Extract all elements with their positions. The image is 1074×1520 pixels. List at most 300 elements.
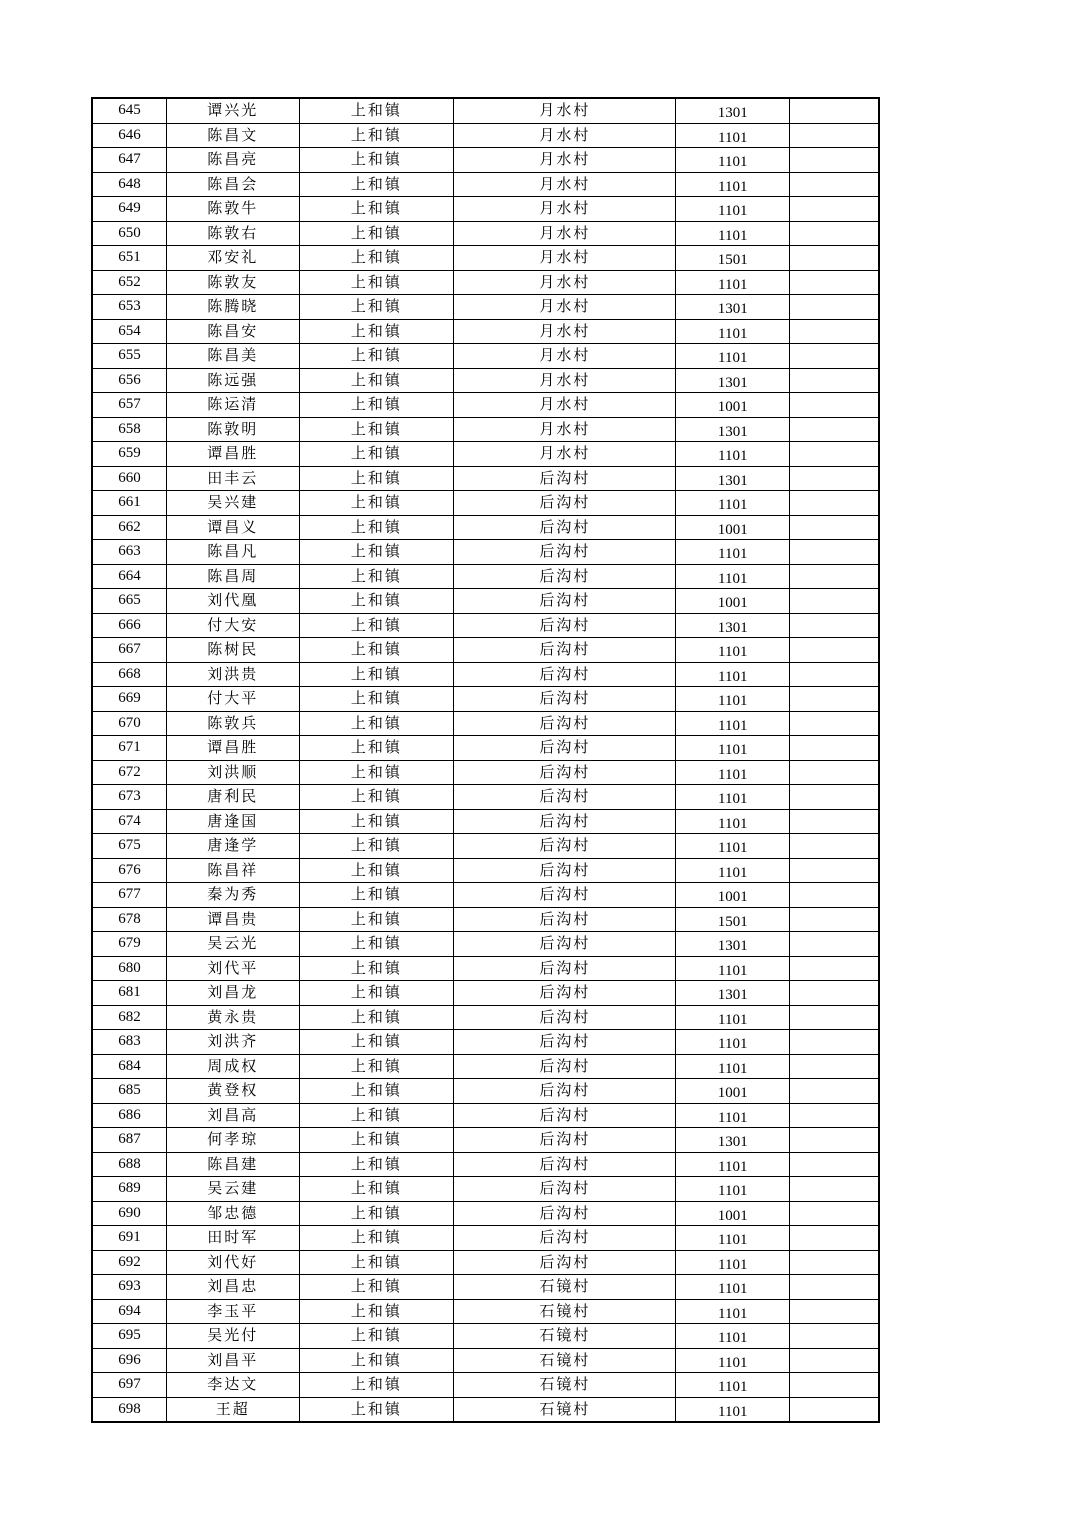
code-text: 1001: [717, 1085, 748, 1102]
code-cell: [676, 344, 790, 369]
row-number-cell: 692: [92, 1250, 166, 1275]
table-row: [92, 197, 879, 222]
note-cell: [790, 760, 879, 785]
person-name-cell: 陈远强: [166, 368, 299, 393]
code-text: 1101: [718, 178, 748, 195]
table-row: [92, 1079, 879, 1104]
code-cell: [676, 368, 790, 393]
row-number-cell: 658: [92, 417, 166, 442]
person-name-cell: 吴云光: [166, 932, 299, 957]
code-text: 1001: [717, 521, 748, 538]
person-name-cell: 刘代凰: [166, 589, 299, 614]
person-name-cell: 陈昌亮: [166, 148, 299, 173]
person-name-cell: 谭昌贵: [166, 907, 299, 932]
row-number-cell: 697: [92, 1373, 166, 1398]
row-number-cell: 663: [92, 540, 166, 565]
note-cell: [790, 1226, 879, 1251]
row-number-cell: 667: [92, 638, 166, 663]
person-name-cell: 周成权: [166, 1054, 299, 1079]
note-cell: [790, 319, 879, 344]
code-cell: [676, 1250, 790, 1275]
row-number-cell: 654: [92, 319, 166, 344]
village-cell: 后沟村: [454, 1079, 676, 1104]
code-text: 1101: [718, 1403, 748, 1420]
row-number-cell: 679: [92, 932, 166, 957]
person-name-cell: 李达文: [166, 1373, 299, 1398]
note-cell: [790, 123, 879, 148]
table-row: [92, 123, 879, 148]
row-number-cell: 665: [92, 589, 166, 614]
village-cell: 后沟村: [454, 736, 676, 761]
code-cell: [676, 1348, 790, 1373]
table-row: [92, 221, 879, 246]
row-number-cell: 684: [92, 1054, 166, 1079]
code-cell: [676, 687, 790, 712]
code-text: 1501: [717, 913, 748, 930]
person-name-cell: 陈敦牛: [166, 197, 299, 222]
town-cell: 上和镇: [299, 1275, 454, 1300]
table-row: [92, 736, 879, 761]
row-number-cell: 657: [92, 393, 166, 418]
row-number-cell: 682: [92, 1005, 166, 1030]
code-cell: [676, 1324, 790, 1349]
note-cell: [790, 981, 879, 1006]
code-text: 1101: [718, 1011, 748, 1028]
table-row: [92, 172, 879, 197]
row-number-cell: 660: [92, 466, 166, 491]
code-text: 1101: [718, 325, 748, 342]
person-name-cell: 田丰云: [166, 466, 299, 491]
town-cell: 上和镇: [299, 1152, 454, 1177]
row-number-cell: 656: [92, 368, 166, 393]
table-row: [92, 785, 879, 810]
town-cell: 上和镇: [299, 809, 454, 834]
village-cell: 石镜村: [454, 1299, 676, 1324]
table-row: [92, 858, 879, 883]
person-name-cell: 陈昌建: [166, 1152, 299, 1177]
code-text: 1301: [717, 374, 748, 391]
code-cell: [676, 1177, 790, 1202]
code-text: 1101: [718, 129, 748, 146]
note-cell: [790, 197, 879, 222]
town-cell: 上和镇: [299, 1348, 454, 1373]
table-row: [92, 1373, 879, 1398]
village-cell: 后沟村: [454, 1005, 676, 1030]
person-name-cell: 刘洪贵: [166, 662, 299, 687]
table-row: [92, 1005, 879, 1030]
code-cell: [676, 246, 790, 271]
village-cell: 石镜村: [454, 1373, 676, 1398]
town-cell: 上和镇: [299, 589, 454, 614]
person-name-cell: 李玉平: [166, 1299, 299, 1324]
row-number-cell: 662: [92, 515, 166, 540]
code-cell: [676, 711, 790, 736]
town-cell: 上和镇: [299, 956, 454, 981]
table-row: [92, 1226, 879, 1251]
village-cell: 石镜村: [454, 1348, 676, 1373]
row-number-cell: 696: [92, 1348, 166, 1373]
table-row: [92, 1103, 879, 1128]
note-cell: [790, 246, 879, 271]
town-cell: 上和镇: [299, 1054, 454, 1079]
town-cell: 上和镇: [299, 515, 454, 540]
village-cell: 后沟村: [454, 858, 676, 883]
town-cell: 上和镇: [299, 123, 454, 148]
code-cell: [676, 295, 790, 320]
town-cell: 上和镇: [299, 564, 454, 589]
note-cell: [790, 1005, 879, 1030]
town-cell: 上和镇: [299, 662, 454, 687]
table-row: [92, 687, 879, 712]
code-text: 1101: [718, 717, 748, 734]
village-cell: 月水村: [454, 148, 676, 173]
village-cell: 后沟村: [454, 589, 676, 614]
table-row: [92, 1299, 879, 1324]
town-cell: 上和镇: [299, 638, 454, 663]
table-row: [92, 834, 879, 859]
row-number-cell: 681: [92, 981, 166, 1006]
village-cell: 后沟村: [454, 515, 676, 540]
town-cell: 上和镇: [299, 466, 454, 491]
code-cell: [676, 613, 790, 638]
code-cell: [676, 1397, 790, 1422]
code-text: 1101: [718, 693, 748, 710]
village-cell: 石镜村: [454, 1324, 676, 1349]
person-name-cell: 吴兴建: [166, 491, 299, 516]
town-cell: 上和镇: [299, 442, 454, 467]
town-cell: 上和镇: [299, 858, 454, 883]
code-text: 1001: [717, 1207, 748, 1224]
code-text: 1101: [718, 962, 748, 979]
village-cell: 后沟村: [454, 1177, 676, 1202]
person-name-cell: 刘洪顺: [166, 760, 299, 785]
row-number-cell: 675: [92, 834, 166, 859]
table-row: [92, 1030, 879, 1055]
code-text: 1101: [718, 644, 748, 661]
table-row: [92, 662, 879, 687]
table-row: [92, 270, 879, 295]
table-row: [92, 491, 879, 516]
code-text: 1301: [717, 472, 748, 489]
note-cell: [790, 540, 879, 565]
table-row: [92, 956, 879, 981]
village-cell: 月水村: [454, 270, 676, 295]
code-cell: [676, 466, 790, 491]
town-cell: 上和镇: [299, 687, 454, 712]
row-number-cell: 649: [92, 197, 166, 222]
code-text: 1301: [717, 1134, 748, 1151]
note-cell: [790, 1103, 879, 1128]
village-cell: 后沟村: [454, 491, 676, 516]
code-cell: [676, 123, 790, 148]
village-cell: 后沟村: [454, 809, 676, 834]
town-cell: 上和镇: [299, 981, 454, 1006]
table-row: [92, 711, 879, 736]
village-cell: 后沟村: [454, 540, 676, 565]
person-name-cell: 何孝琼: [166, 1128, 299, 1153]
table-row: [92, 1128, 879, 1153]
village-cell: 石镜村: [454, 1275, 676, 1300]
town-cell: 上和镇: [299, 1005, 454, 1030]
town-cell: 上和镇: [299, 393, 454, 418]
note-cell: [790, 148, 879, 173]
code-cell: [676, 1152, 790, 1177]
table-row: [92, 638, 879, 663]
row-number-cell: 674: [92, 809, 166, 834]
row-number-cell: 680: [92, 956, 166, 981]
table-row: [92, 589, 879, 614]
code-cell: [676, 442, 790, 467]
row-number-cell: 698: [92, 1397, 166, 1422]
person-name-cell: 唐逢学: [166, 834, 299, 859]
code-text: 1101: [718, 350, 748, 367]
town-cell: 上和镇: [299, 197, 454, 222]
person-name-cell: 陈昌会: [166, 172, 299, 197]
town-cell: 上和镇: [299, 613, 454, 638]
row-number-cell: 686: [92, 1103, 166, 1128]
note-cell: [790, 687, 879, 712]
code-text: 1101: [718, 766, 748, 783]
person-name-cell: 刘昌平: [166, 1348, 299, 1373]
village-cell: 后沟村: [454, 760, 676, 785]
row-number-cell: 689: [92, 1177, 166, 1202]
code-text: 1101: [718, 497, 748, 514]
row-number-cell: 661: [92, 491, 166, 516]
village-cell: 石镜村: [454, 1397, 676, 1422]
code-cell: [676, 834, 790, 859]
town-cell: 上和镇: [299, 1103, 454, 1128]
table-row: [92, 98, 879, 123]
person-name-cell: 唐逢国: [166, 809, 299, 834]
code-text: 1001: [717, 399, 748, 416]
row-number-cell: 683: [92, 1030, 166, 1055]
town-cell: 上和镇: [299, 295, 454, 320]
person-name-cell: 谭昌胜: [166, 442, 299, 467]
code-text: 1301: [717, 938, 748, 955]
code-cell: [676, 1030, 790, 1055]
code-cell: [676, 1005, 790, 1030]
note-cell: [790, 1299, 879, 1324]
person-name-cell: 王超: [166, 1397, 299, 1422]
note-cell: [790, 1030, 879, 1055]
code-cell: [676, 662, 790, 687]
note-cell: [790, 1397, 879, 1422]
town-cell: 上和镇: [299, 711, 454, 736]
table-row: [92, 883, 879, 908]
town-cell: 上和镇: [299, 98, 454, 123]
code-cell: [676, 907, 790, 932]
town-cell: 上和镇: [299, 785, 454, 810]
code-cell: [676, 417, 790, 442]
code-text: 1101: [718, 1036, 748, 1053]
code-text: 1301: [717, 987, 748, 1004]
note-cell: [790, 1250, 879, 1275]
code-cell: [676, 540, 790, 565]
village-cell: 后沟村: [454, 613, 676, 638]
person-name-cell: 陈运清: [166, 393, 299, 418]
village-cell: 月水村: [454, 221, 676, 246]
town-cell: 上和镇: [299, 883, 454, 908]
village-cell: 月水村: [454, 295, 676, 320]
row-number-cell: 673: [92, 785, 166, 810]
row-number-cell: 666: [92, 613, 166, 638]
code-text: 1101: [718, 668, 748, 685]
code-text: 1301: [717, 619, 748, 636]
note-cell: [790, 1054, 879, 1079]
town-cell: 上和镇: [299, 907, 454, 932]
town-cell: 上和镇: [299, 1226, 454, 1251]
note-cell: [790, 270, 879, 295]
note-cell: [790, 589, 879, 614]
village-cell: 后沟村: [454, 638, 676, 663]
row-number-cell: 677: [92, 883, 166, 908]
code-text: 1101: [718, 1330, 748, 1347]
row-number-cell: 646: [92, 123, 166, 148]
person-name-cell: 刘代平: [166, 956, 299, 981]
town-cell: 上和镇: [299, 1030, 454, 1055]
code-cell: [676, 785, 790, 810]
village-cell: 后沟村: [454, 1201, 676, 1226]
village-cell: 后沟村: [454, 956, 676, 981]
code-text: 1301: [717, 301, 748, 318]
table-row: [92, 1397, 879, 1422]
note-cell: [790, 1324, 879, 1349]
town-cell: 上和镇: [299, 760, 454, 785]
person-name-cell: 邹忠德: [166, 1201, 299, 1226]
code-cell: [676, 515, 790, 540]
row-number-cell: 664: [92, 564, 166, 589]
person-name-cell: 吴光付: [166, 1324, 299, 1349]
person-name-cell: 谭昌胜: [166, 736, 299, 761]
code-cell: [676, 1373, 790, 1398]
code-text: 1101: [718, 1158, 748, 1175]
note-cell: [790, 736, 879, 761]
code-cell: [676, 809, 790, 834]
code-cell: [676, 956, 790, 981]
person-name-cell: 谭兴光: [166, 98, 299, 123]
town-cell: 上和镇: [299, 1079, 454, 1104]
note-cell: [790, 221, 879, 246]
town-cell: 上和镇: [299, 344, 454, 369]
note-cell: [790, 858, 879, 883]
table-row: [92, 368, 879, 393]
code-text: 1101: [718, 203, 748, 220]
table-row: [92, 760, 879, 785]
town-cell: 上和镇: [299, 1201, 454, 1226]
town-cell: 上和镇: [299, 270, 454, 295]
code-cell: [676, 1226, 790, 1251]
code-text: 1301: [717, 423, 748, 440]
note-cell: [790, 1177, 879, 1202]
town-cell: 上和镇: [299, 1250, 454, 1275]
note-cell: [790, 809, 879, 834]
table-row: [92, 319, 879, 344]
code-cell: [676, 148, 790, 173]
code-cell: [676, 1201, 790, 1226]
table-row: [92, 1177, 879, 1202]
row-number-cell: 671: [92, 736, 166, 761]
code-cell: [676, 932, 790, 957]
row-number-cell: 651: [92, 246, 166, 271]
note-cell: [790, 1373, 879, 1398]
person-name-cell: 付大平: [166, 687, 299, 712]
row-number-cell: 672: [92, 760, 166, 785]
village-cell: 月水村: [454, 393, 676, 418]
person-name-cell: 陈昌祥: [166, 858, 299, 883]
person-name-cell: 唐利民: [166, 785, 299, 810]
code-cell: [676, 1299, 790, 1324]
note-cell: [790, 417, 879, 442]
village-cell: 后沟村: [454, 1054, 676, 1079]
table-row: [92, 344, 879, 369]
person-name-cell: 陈昌凡: [166, 540, 299, 565]
note-cell: [790, 172, 879, 197]
person-name-cell: 谭昌义: [166, 515, 299, 540]
village-cell: 后沟村: [454, 466, 676, 491]
code-text: 1101: [718, 791, 748, 808]
town-cell: 上和镇: [299, 172, 454, 197]
code-cell: [676, 1128, 790, 1153]
person-name-cell: 陈敦右: [166, 221, 299, 246]
row-number-cell: 668: [92, 662, 166, 687]
village-cell: 月水村: [454, 417, 676, 442]
town-cell: 上和镇: [299, 932, 454, 957]
roster-body: [92, 98, 879, 1422]
person-name-cell: 陈敦友: [166, 270, 299, 295]
code-cell: [676, 491, 790, 516]
code-cell: [676, 270, 790, 295]
table-row: [92, 295, 879, 320]
town-cell: 上和镇: [299, 834, 454, 859]
table-row: [92, 613, 879, 638]
village-cell: 月水村: [454, 368, 676, 393]
person-name-cell: 陈昌美: [166, 344, 299, 369]
note-cell: [790, 515, 879, 540]
town-cell: 上和镇: [299, 319, 454, 344]
code-cell: [676, 1054, 790, 1079]
village-cell: 月水村: [454, 172, 676, 197]
person-name-cell: 陈敦兵: [166, 711, 299, 736]
town-cell: 上和镇: [299, 1128, 454, 1153]
town-cell: 上和镇: [299, 491, 454, 516]
row-number-cell: 691: [92, 1226, 166, 1251]
code-cell: [676, 1079, 790, 1104]
table-row: [92, 466, 879, 491]
village-cell: 月水村: [454, 98, 676, 123]
note-cell: [790, 907, 879, 932]
code-text: 1301: [717, 105, 748, 122]
village-cell: 后沟村: [454, 1250, 676, 1275]
code-text: 1101: [718, 840, 748, 857]
note-cell: [790, 466, 879, 491]
code-cell: [676, 736, 790, 761]
village-cell: 后沟村: [454, 1152, 676, 1177]
row-number-cell: 653: [92, 295, 166, 320]
note-cell: [790, 1348, 879, 1373]
code-text: 1101: [718, 154, 748, 171]
note-cell: [790, 711, 879, 736]
code-cell: [676, 98, 790, 123]
table-row: [92, 907, 879, 932]
person-name-cell: 田时军: [166, 1226, 299, 1251]
town-cell: 上和镇: [299, 1324, 454, 1349]
table-row: [92, 1275, 879, 1300]
note-cell: [790, 1079, 879, 1104]
row-number-cell: 647: [92, 148, 166, 173]
person-name-cell: 刘昌高: [166, 1103, 299, 1128]
code-cell: [676, 393, 790, 418]
village-cell: 后沟村: [454, 1128, 676, 1153]
